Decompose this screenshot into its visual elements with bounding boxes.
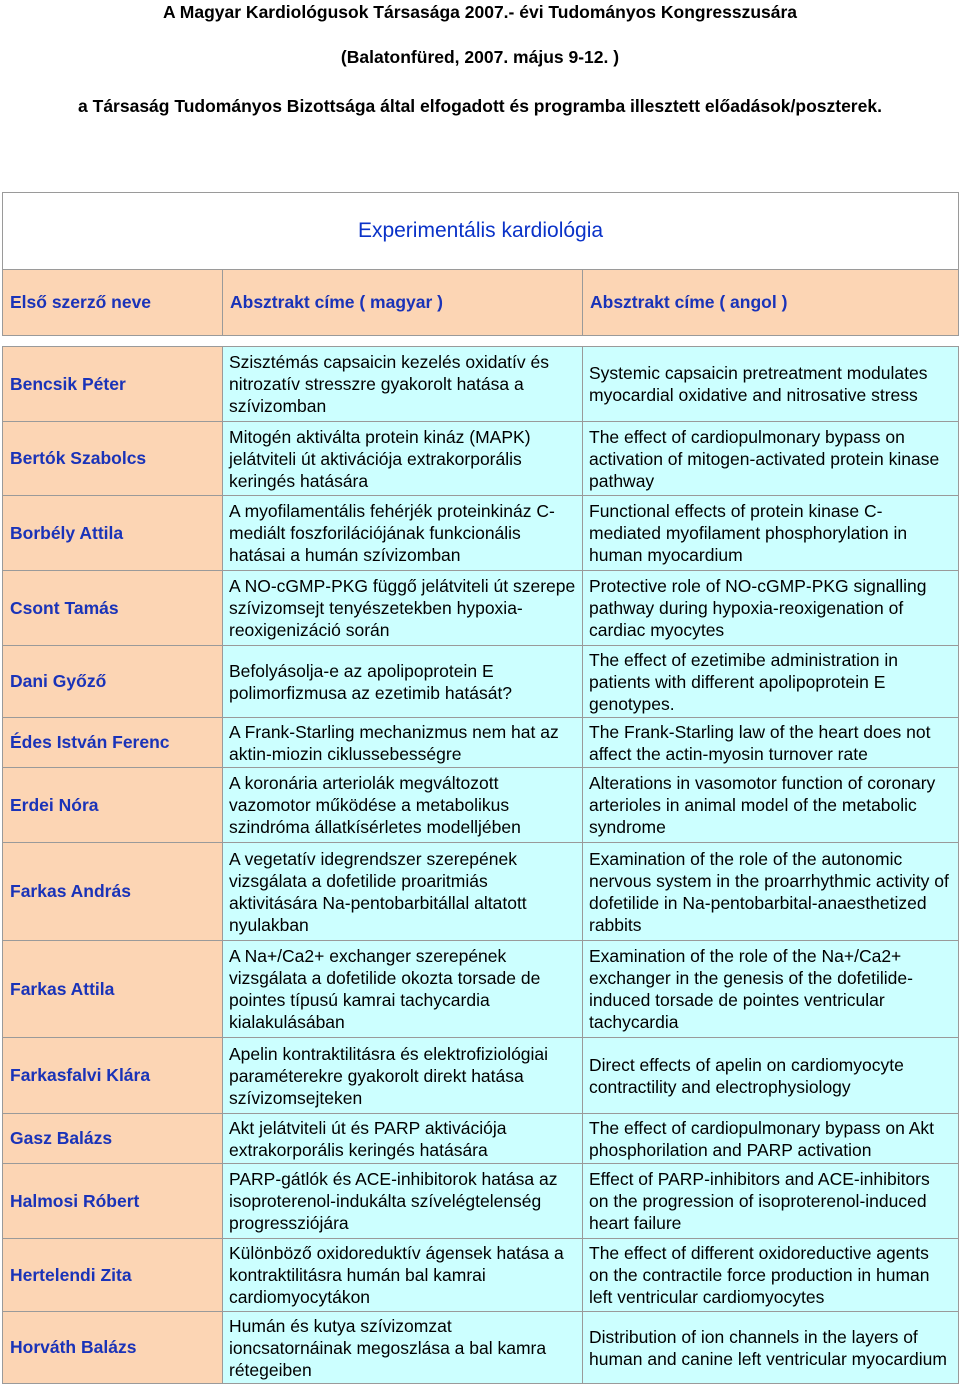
- table-row: [2, 646, 959, 718]
- abstract-title-hu: Szisztémás capsaicin kezelés oxidatív és nitrozatív stresszre gyakorolt hatása a szívizomban: [223, 347, 583, 422]
- author-name: Bertók Szabolcs: [2, 422, 223, 496]
- abstract-title-en: The effect of different oxidoreductive agents on the contractile force production in human left ventricular cardiomyocytes: [583, 1239, 959, 1312]
- table-row: [2, 1038, 959, 1114]
- table-row: [2, 1164, 959, 1239]
- header-line-congress: A Magyar Kardiológusok Társasága 2007.- évi Tudományos Kongresszusára: [162, 2, 798, 22]
- abstract-title-en: Alterations in vasomotor function of coronary arterioles in animal model of the metabolic syndrome: [583, 768, 959, 843]
- abstracts-table: [2, 192, 959, 1384]
- abstract-title-hu: A Na+/Ca2+ exchanger szerepének vizsgálata a dofetilide okozta torsade de pointes típusú kamrai tachycardia kialakulásában: [223, 941, 583, 1038]
- column-header-row: [2, 270, 959, 336]
- abstract-title-hu: A koronária arteriolák megváltozott vazomotor működése a metabolikus szindróma állatkísérletes modelljében: [223, 768, 583, 843]
- abstract-title-en: The effect of cardiopulmonary bypass on activation of mitogen-activated protein kinase pathway: [583, 422, 959, 496]
- table-row: [2, 496, 959, 571]
- abstract-title-en: Systemic capsaicin pretreatment modulates myocardial oxidative and nitrosative stress: [583, 347, 959, 422]
- author-name: Borbély Attila: [2, 496, 223, 571]
- abstract-title-en: The effect of ezetimibe administration in patients with different apolipoprotein E genotypes.: [583, 646, 959, 718]
- abstract-title-hu: Apelin kontraktilitásra és elektrofiziológiai paraméterekre gyakorolt direkt hatása szívizomsejteken: [223, 1038, 583, 1114]
- abstract-title-hu: A myofilamentális fehérjék proteinkináz C-mediált foszforilációjának funkcionális hatásai a humán szívizomban: [223, 496, 583, 571]
- abstract-title-hu: Humán és kutya szívizomzat ioncsatornáinak megoszlása a bal kamra rétegeiben: [223, 1312, 583, 1384]
- table-row: [2, 1312, 959, 1384]
- column-header-title-en: Absztrakt címe ( angol ): [583, 270, 959, 336]
- abstract-title-en: Examination of the role of the autonomic nervous system in the proarrhythmic activity of dofetilide in Na-pentobarbital-anaesthetized rabbits: [583, 843, 959, 941]
- author-name: Dani Győző: [2, 646, 223, 718]
- table-row: [2, 1239, 959, 1312]
- table-row: [2, 422, 959, 496]
- table-row: [2, 941, 959, 1038]
- column-header-title-hu: Absztrakt címe ( magyar ): [223, 270, 583, 336]
- table-row: [2, 768, 959, 843]
- column-header-author: Első szerző neve: [2, 270, 223, 336]
- author-name: Farkasfalvi Klára: [2, 1038, 223, 1114]
- table-row: [2, 571, 959, 646]
- table-row: [2, 843, 959, 941]
- author-name: Horváth Balázs: [2, 1312, 223, 1384]
- abstract-title-hu: Befolyásolja-e az apolipoprotein E polimorfizmusa az ezetimib hatását?: [223, 646, 583, 718]
- abstract-title-en: Distribution of ion channels in the layers of human and canine left ventricular myocardium: [583, 1312, 959, 1384]
- abstract-title-en: Effect of PARP-inhibitors and ACE-inhibitors on the progression of isoproterenol-induced heart failure: [583, 1164, 959, 1239]
- author-name: Erdei Nóra: [2, 768, 223, 843]
- abstract-title-en: Direct effects of apelin on cardiomyocyte contractility and electrophysiology: [583, 1038, 959, 1114]
- table-row: [2, 1114, 959, 1164]
- abstract-title-hu: Akt jelátviteli út és PARP aktivációja extrakorporális keringés hatására: [223, 1114, 583, 1164]
- table-row: [2, 718, 959, 768]
- header-line-description: a Társaság Tudományos Bizottsága által elfogadott és programba illesztett előadások/poszterek.: [78, 96, 882, 116]
- abstract-title-hu: PARP-gátlók és ACE-inhibitorok hatása az isoproterenol-indukálta szívelégtelenség progressziójára: [223, 1164, 583, 1239]
- table-row: [2, 347, 959, 422]
- abstract-title-en: The effect of cardiopulmonary bypass on Akt phosphorilation and PARP activation: [583, 1114, 959, 1164]
- section-title: Experimentális kardiológia: [2, 192, 959, 270]
- author-name: Gasz Balázs: [2, 1114, 223, 1164]
- header-line-location-date: (Balatonfüred, 2007. május 9-12. ): [340, 47, 620, 67]
- author-name: Farkas András: [2, 843, 223, 941]
- author-name: Édes István Ferenc: [2, 718, 223, 768]
- author-name: Csont Tamás: [2, 571, 223, 646]
- author-name: Hertelendi Zita: [2, 1239, 223, 1312]
- abstract-title-hu: A vegetatív idegrendszer szerepének vizsgálata a dofetilide proaritmiás aktivitására Na-pentobarbitállal altatott nyulakban: [223, 843, 583, 941]
- author-name: Halmosi Róbert: [2, 1164, 223, 1239]
- abstract-title-hu: Mitogén aktiválta protein kináz (MAPK) jelátviteli út aktivációja extrakorporális keringés hatására: [223, 422, 583, 496]
- abstract-title-en: Protective role of NO-cGMP-PKG signalling pathway during hypoxia-reoxigenation of cardiac myocytes: [583, 571, 959, 646]
- abstract-title-en: Examination of the role of the Na+/Ca2+ exchanger in the genesis of the dofetilide-induced torsade de pointes ventricular tachycardia: [583, 941, 959, 1038]
- abstract-title-hu: A Frank-Starling mechanizmus nem hat az aktin-miozin ciklussebességre: [223, 718, 583, 768]
- author-name: Farkas Attila: [2, 941, 223, 1038]
- abstract-title-hu: A NO-cGMP-PKG függő jelátviteli út szerepe szívizomsejt tenyészetekben hypoxia-reoxigenizáció során: [223, 571, 583, 646]
- author-name: Bencsik Péter: [2, 347, 223, 422]
- abstract-title-hu: Különböző oxidoreduktív ágensek hatása a kontraktilitásra humán bal kamrai cardiomyocytákon: [223, 1239, 583, 1312]
- table-spacer-cell: [2, 336, 959, 347]
- section-title-row: [2, 192, 959, 270]
- abstract-title-en: The Frank-Starling law of the heart does not affect the actin-myosin turnover rate: [583, 718, 959, 768]
- abstract-title-en: Functional effects of protein kinase C-mediated myofilament phosphorylation in human myocardium: [583, 496, 959, 571]
- table-spacer: [2, 336, 959, 347]
